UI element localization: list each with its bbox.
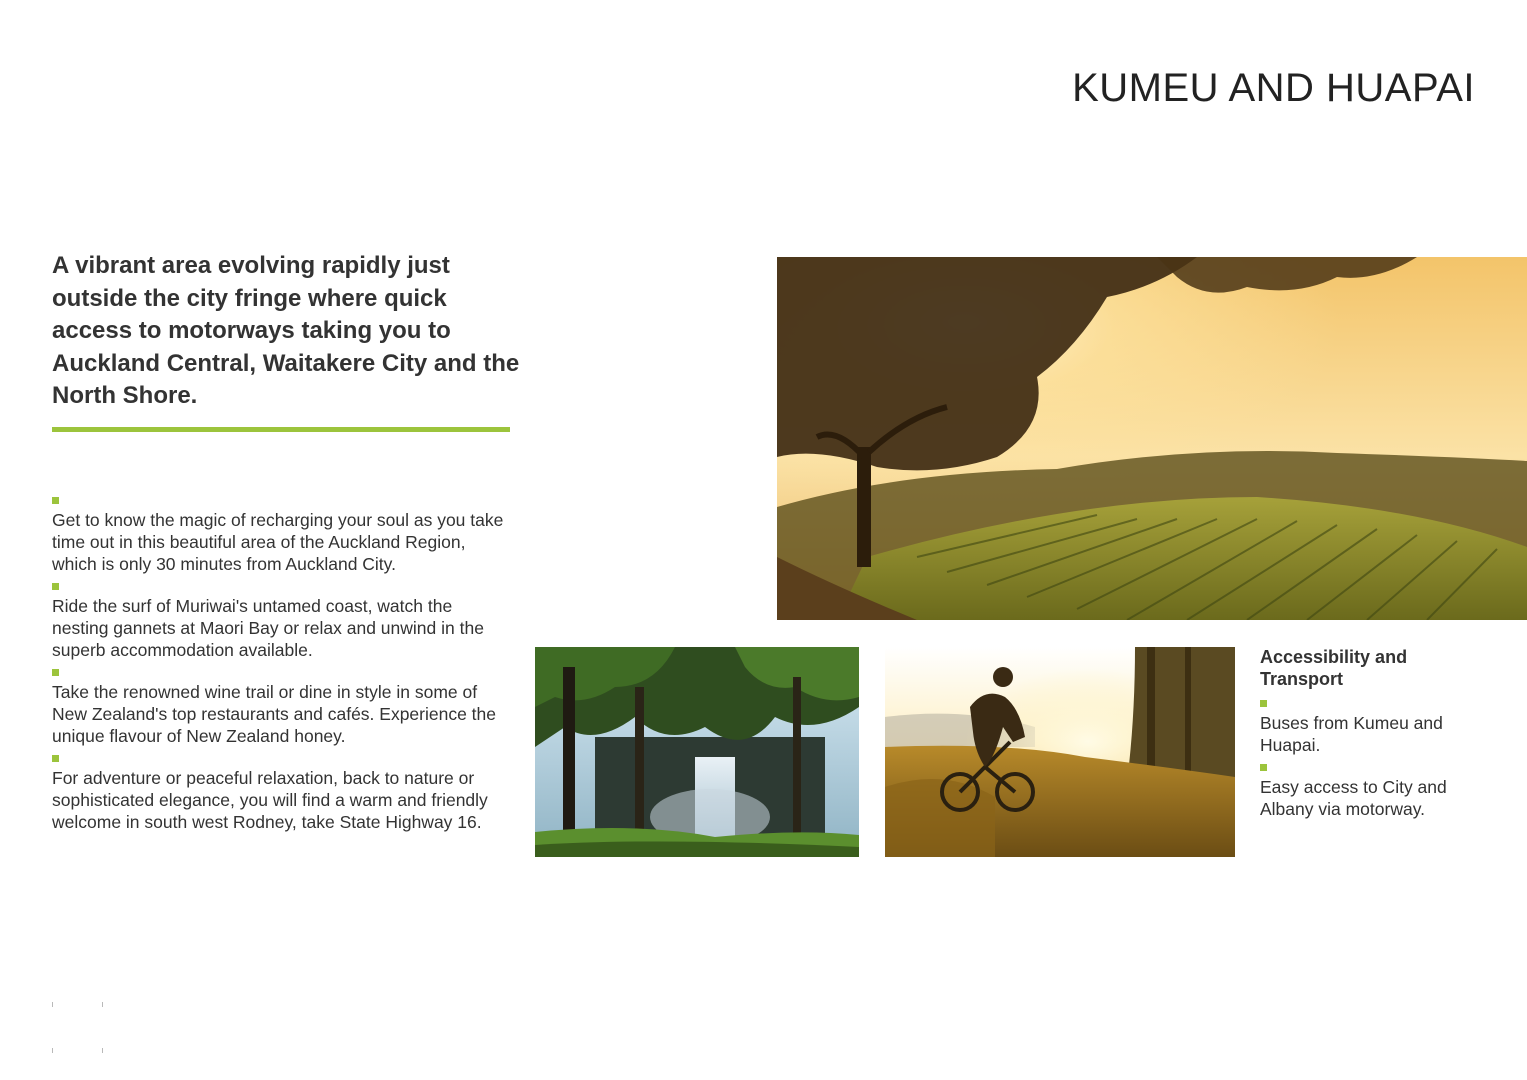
accessibility-item [1260, 764, 1490, 820]
paragraph-text: Ride the surf of Muriwai's untamed coast, watch the nesting gannets at Maori Bay or relax and unwind in the superb accommodation available. [52, 596, 484, 660]
paragraph-item [52, 583, 512, 661]
description-paragraphs [52, 497, 512, 841]
paragraph-item [52, 497, 512, 575]
bullet-square-icon [52, 755, 59, 762]
crop-mark [52, 1048, 53, 1053]
paragraph-text: Take the renowned wine trail or dine in style in some of New Zealand's top restaurants and cafés. Experience the unique flavour of New Zealand honey. [52, 682, 497, 746]
paragraph-item [52, 755, 512, 833]
paragraph-item [52, 669, 512, 747]
paragraph-text: For adventure or peaceful relaxation, back to nature or sophisticated elegance, you will find a warm and friendly welcome in south west Rodney, take State Highway 16. [52, 768, 488, 832]
vineyard-sunset-photo [777, 257, 1527, 620]
paragraph-text: Get to know the magic of recharging your soul as you take time out in this beautiful area of the Auckland Region, which is only 30 minutes from Auckland City. [52, 510, 504, 574]
waterfall-forest-photo [535, 647, 859, 857]
bullet-square-icon [1260, 700, 1267, 707]
bullet-square-icon [52, 669, 59, 676]
intro-statement: A vibrant area evolving rapidly just outside the city fringe where quick access to motorways taking you to Auckland Central, Waitakere City and the North Shore. [52, 252, 520, 410]
crop-mark [52, 1002, 53, 1007]
accessibility-panel [1260, 646, 1490, 828]
bullet-square-icon [52, 583, 59, 590]
mountain-biker-photo [885, 647, 1235, 857]
crop-mark [102, 1002, 103, 1007]
intro-divider [52, 427, 510, 432]
accessibility-item-text: Easy access to City and Albany via motorway. [1260, 777, 1447, 819]
accessibility-item [1260, 700, 1490, 756]
page-title: KUMEU AND HUAPAI [1072, 66, 1475, 110]
accessibility-heading: Accessibility and Transport [1260, 647, 1408, 689]
bullet-square-icon [52, 497, 59, 504]
accessibility-item-text: Buses from Kumeu and Huapai. [1260, 713, 1443, 755]
crop-mark [102, 1048, 103, 1053]
bullet-square-icon [1260, 764, 1267, 771]
